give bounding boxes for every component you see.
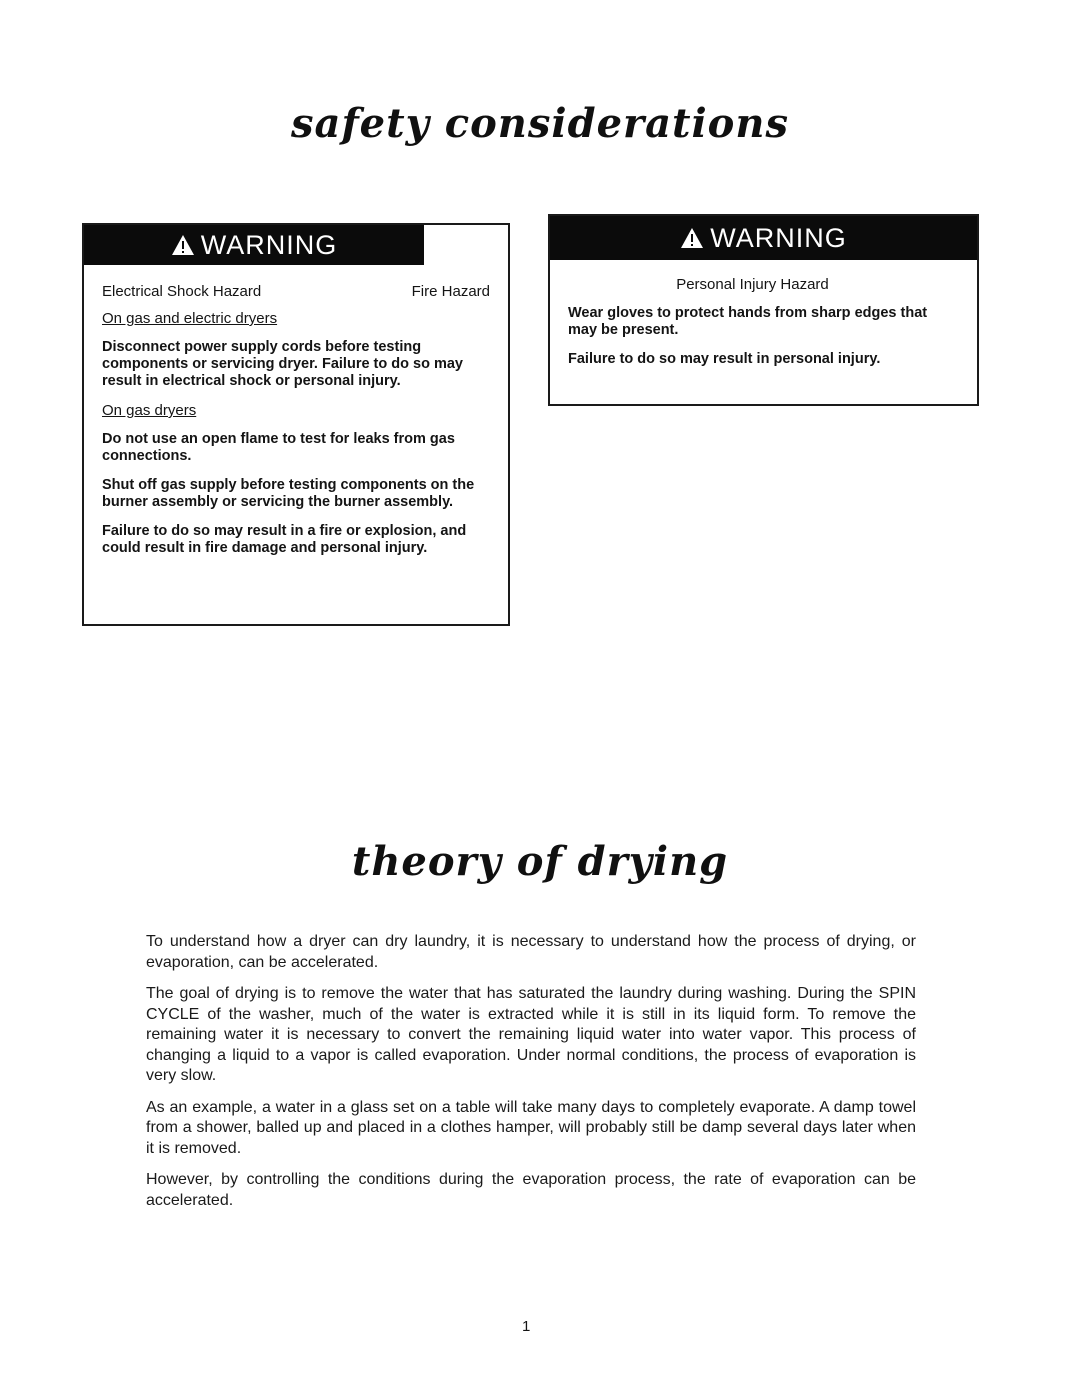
warning-banner bbox=[84, 225, 424, 265]
safety-considerations-title: safety considerations bbox=[291, 100, 789, 147]
warning-label: WARNING bbox=[710, 223, 847, 253]
warning-box-electrical-fire bbox=[82, 223, 510, 626]
warning-paragraph: Disconnect power supply cords before testing components or servicing dryer. Failure to do so may result in electrical shock or personal injury. bbox=[102, 339, 463, 389]
theory-of-drying-title: theory of drying bbox=[351, 838, 729, 885]
body-paragraph: However, by controlling the conditions during the evaporation process, the rate of evaporation can be accelerated. bbox=[146, 1171, 916, 1209]
body-paragraph: The goal of drying is to remove the water that has saturated the laundry during washing. During the SPIN CYCLE of the washer, much of the water is extracted while it is still in its liquid form. To remove the remaining water it is necessary to convert the remaining liquid water into water vapor. This process of changing a liquid to a vapor is called evaporation. Under normal conditions, the process of evaporation is very slow. bbox=[146, 985, 916, 1084]
subheading-gas-electric: On gas and electric dryers bbox=[102, 310, 278, 327]
warning-paragraph: Do not use an open flame to test for leaks from gas connections. bbox=[102, 431, 455, 464]
warning-label: WARNING bbox=[200, 230, 338, 260]
personal-injury-hazard-label: Personal Injury Hazard bbox=[676, 276, 829, 293]
warning-box-personal-injury bbox=[548, 214, 979, 406]
warning-paragraph: Shut off gas supply before testing components on the burner assembly or servicing the burner assembly. bbox=[102, 477, 475, 510]
page-number: 1 bbox=[522, 1318, 531, 1335]
electrical-hazard-label: Electrical Shock Hazard bbox=[102, 283, 262, 300]
warning-paragraph: Wear gloves to protect hands from sharp edges that may be present. bbox=[568, 305, 928, 338]
warning-paragraph: Failure to do so may result in a fire or explosion, and could result in fire damage and personal injury. bbox=[102, 523, 467, 556]
warning-triangle-icon bbox=[680, 227, 704, 249]
body-paragraph: To understand how a dryer can dry laundry, it is necessary to understand how the process of drying, or evaporation, can be accelerated. bbox=[146, 933, 916, 971]
warning-banner bbox=[550, 216, 977, 260]
fire-hazard-label: Fire Hazard bbox=[411, 283, 490, 300]
theory-body bbox=[146, 932, 916, 1222]
warning-triangle-icon bbox=[171, 234, 195, 256]
warning-paragraph: Failure to do so may result in personal injury. bbox=[568, 351, 881, 367]
body-paragraph: As an example, a water in a glass set on a table will take many days to completely evaporate. A damp towel from a shower, balled up and placed in a clothes hamper, will probably still be damp several days later when it is removed. bbox=[146, 1098, 916, 1157]
subheading-gas: On gas dryers bbox=[102, 402, 197, 419]
